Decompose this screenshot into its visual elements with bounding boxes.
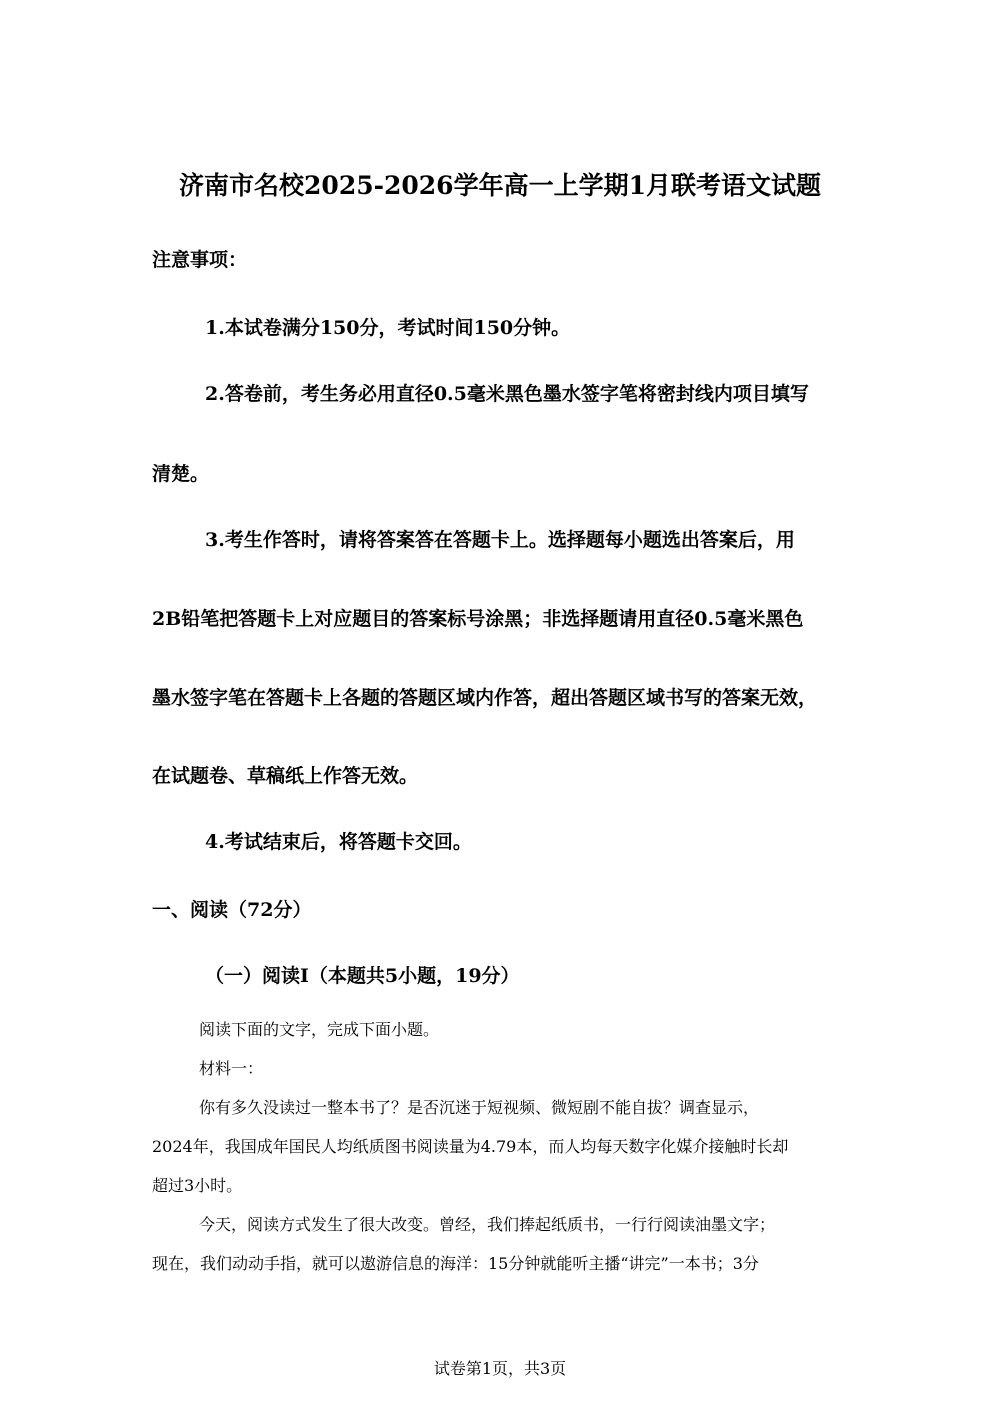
passage-line: 现在，我们动动手指，就可以遨游信息的海洋：15分钟就能听主播“讲完”一本书；3分: [152, 1254, 759, 1273]
section-heading: 一、阅读（72分）: [152, 899, 312, 921]
passage-line: 你有多久没读过一整本书了？是否沉迷于短视频、微短剧不能自拔？调查显示，: [199, 1098, 760, 1117]
notice-item-3-cont-2: 墨水签字笔在答题卡上各题的答题区域内作答，超出答题区域书写的答案无效，: [152, 687, 818, 709]
notice-item-2-cont: 清楚。: [152, 463, 210, 485]
material-label: 材料一：: [199, 1059, 264, 1078]
subsection-heading: （一）阅读I（本题共5小题，19分）: [205, 965, 520, 987]
notice-heading: 注意事项：: [152, 249, 248, 271]
passage-line: 今天，阅读方式发生了很大改变。曾经，我们捧起纸质书，一行行阅读油墨文字；: [199, 1215, 776, 1234]
instruction-text: 阅读下面的文字，完成下面小题。: [199, 1020, 440, 1039]
notice-item-1: 1.本试卷满分150分，考试时间150分钟。: [205, 317, 571, 339]
passage-line: 2024年，我国成年国民人均纸质图书阅读量为4.79本，而人均每天数字化媒介接触时长却: [152, 1137, 789, 1156]
passage-line: 超过3小时。: [152, 1176, 243, 1195]
page-footer: 试卷第1页，共3页: [433, 1359, 567, 1378]
notice-item-3-cont-1: 2B铅笔把答题卡上对应题目的答案标号涂黑；非选择题请用直径0.5毫米黑色: [152, 608, 804, 630]
document-title: 济南市名校2025-2026学年高一上学期1月联考语文试题: [179, 171, 821, 200]
notice-item-3-cont-3: 在试题卷、草稿纸上作答无效。: [152, 765, 419, 787]
notice-item-3: 3.考生作答时，请将答案答在答题卡上。选择题每小题选出答案后，用: [205, 529, 795, 551]
notice-item-2: 2.答卷前，考生务必用直径0.5毫米黑色墨水签字笔将密封线内项目填写: [205, 383, 809, 405]
notice-item-4: 4.考试结束后，将答题卡交回。: [205, 831, 472, 853]
